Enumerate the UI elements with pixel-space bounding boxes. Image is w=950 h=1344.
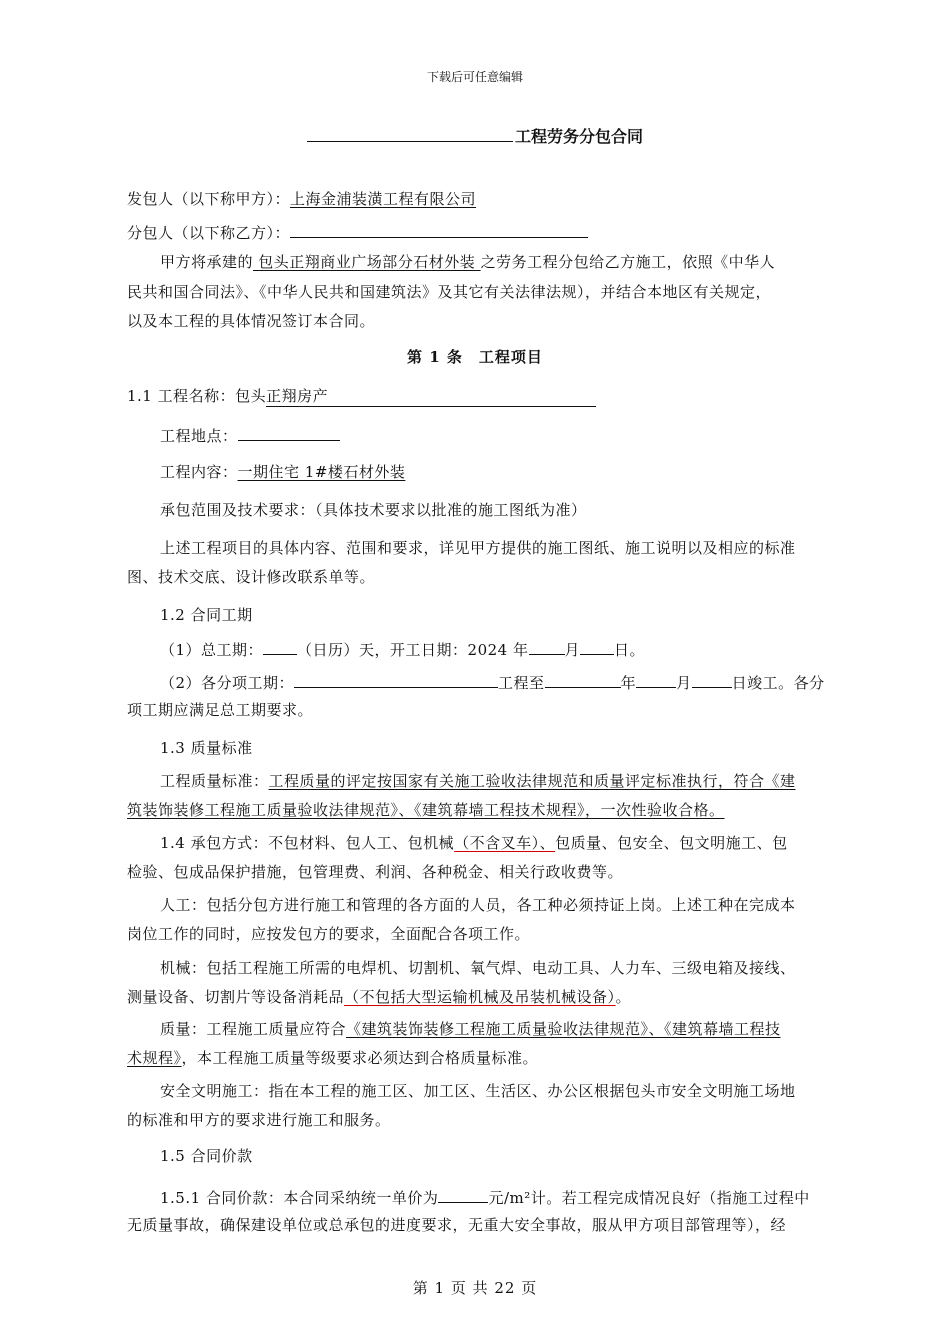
price-line-2: 无质量事故，确保建设单位或总承包的进度要求，无重大安全事故，服从甲方项目部管理等），经 xyxy=(127,1216,787,1234)
subcontractor-line xyxy=(127,221,588,243)
contractor-line xyxy=(127,189,476,209)
quality-standard-text: 工程质量的评定按国家有关施工验收法律规范和质量评定标准执行，符合《建 xyxy=(268,772,796,790)
machinery-exclusion: （不包括大型运输机械及吊装机械设备） xyxy=(344,988,616,1006)
total-period-text: 月 xyxy=(564,641,581,659)
project-content-line xyxy=(160,462,405,482)
sub-period-text: 年 xyxy=(620,674,637,692)
unit-price-blank xyxy=(438,1186,488,1203)
labor-line-1: 人工：包括分包方进行施工和管理的各方面的人员，各工种必须持证上岗。上述工种在完成本 xyxy=(160,896,796,914)
price-text: 1.5.1 合同价款：本合同采纳统一单价为 xyxy=(160,1189,439,1207)
subcontractor-label: 分包人（以下称乙方）： xyxy=(127,224,291,242)
price-text: 元/m²计。若工程完成情况良好（指施工过程中 xyxy=(488,1189,810,1207)
total-period-text: （日历）天，开工日期：2024 年 xyxy=(297,641,529,659)
total-period-text: 日。 xyxy=(614,641,646,659)
day-blank xyxy=(692,671,732,688)
contract-mode-line-1 xyxy=(160,833,788,853)
contract-mode-text: 1.4 承包方式：不包材料、包人工、包机械 xyxy=(160,834,455,852)
forklift-exclusion: （不含叉车）、 xyxy=(454,834,556,852)
detail-line-2: 图、技术交底、设计修改联系单等。 xyxy=(127,568,376,586)
day-blank xyxy=(580,638,614,655)
month-blank xyxy=(636,671,676,688)
labor-line-2: 岗位工作的同时，应按发包方的要求，全面配合各项工作。 xyxy=(127,925,531,943)
price-heading: 1.5 合同价款 xyxy=(160,1147,253,1165)
page-header: 下载后可任意编辑 xyxy=(426,70,523,84)
intro-line-3: 以及本工程的具体情况签订本合同。 xyxy=(127,312,376,330)
project-name-text: 正翔房产 xyxy=(266,387,329,405)
sub-period-text: 月 xyxy=(676,674,692,692)
project-name-line xyxy=(127,386,596,407)
quality-req-line-1 xyxy=(160,1019,781,1039)
year-blank xyxy=(545,671,621,688)
contract-mode-text: 包质量、包安全、包文明施工、包 xyxy=(555,834,788,852)
content-value: 一期住宅 1#楼石材外装 xyxy=(237,463,406,481)
quality-spec-ref-2: 术规程》 xyxy=(127,1049,182,1067)
scope-line: 承包范围及技术要求：（具体技术要求以批准的施工图纸为准） xyxy=(160,501,587,519)
intro-text: 之劳务工程分包给乙方施工，依照《中华人 xyxy=(480,253,776,271)
quality-spec-ref: 《建筑装饰装修工程施工质量验收法律规范》、《建筑幕墙工程技 xyxy=(346,1020,781,1038)
quality-label: 工程质量标准： xyxy=(160,772,269,790)
article-1-heading: 第 1 条 工程项目 xyxy=(407,348,543,366)
total-period-text: （1）总工期： xyxy=(160,641,264,659)
contract-title xyxy=(0,124,950,147)
contractor-name: 上海金浦装潢工程有限公司 xyxy=(290,190,477,208)
month-blank xyxy=(529,638,565,655)
sub-project-blank xyxy=(294,671,498,688)
detail-line-1: 上述工程项目的具体内容、范围和要求，详见甲方提供的施工图纸、施工说明以及相应的标准 xyxy=(160,539,796,557)
quality-req-text: ，本工程施工质量等级要求必须达到合格质量标准。 xyxy=(181,1049,539,1067)
sub-period-text: （2）各分项工期： xyxy=(160,674,295,692)
safety-line-1: 安全文明施工：指在本工程的施工区、加工区、生活区、办公区根据包头市安全文明施工场地 xyxy=(160,1082,796,1100)
sub-period-line-2: 项工期应满足总工期要求。 xyxy=(127,701,314,719)
machinery-text: 测量设备、切割片等设备消耗品 xyxy=(127,988,345,1006)
subcontractor-blank xyxy=(290,221,588,238)
project-name-value xyxy=(266,386,596,407)
quality-standard-text-2: 筑装饰装修工程施工质量验收法律规范》、《建筑幕墙工程技术规程》，一次性验收合格。 xyxy=(127,801,725,819)
quality-heading: 1.3 质量标准 xyxy=(160,739,253,757)
content-label: 工程内容： xyxy=(160,463,238,481)
contractor-label: 发包人（以下称甲方）： xyxy=(127,190,291,208)
safety-line-2: 的标准和甲方的要求进行施工和服务。 xyxy=(127,1111,391,1129)
sub-period-text: 工程至 xyxy=(498,674,545,692)
intro-text: 甲方将承建的 xyxy=(160,253,254,271)
project-name-label: 1.1 工程名称：包头 xyxy=(127,387,267,405)
quality-req-text: 质量：工程施工质量应符合 xyxy=(160,1020,347,1038)
quality-req-line-2 xyxy=(127,1048,538,1068)
quality-line-2 xyxy=(127,800,725,820)
project-location-line xyxy=(160,424,340,446)
title-text: 工程劳务分包合同 xyxy=(514,127,643,146)
quality-line-1 xyxy=(160,771,796,791)
machinery-line-1: 机械：包括工程施工所需的电焊机、切割机、氧气焊、电动工具、人力车、三级电箱及接线、 xyxy=(160,959,796,977)
total-period-line xyxy=(160,638,645,660)
location-blank xyxy=(238,424,340,441)
intro-line-1 xyxy=(160,252,775,272)
intro-line-2: 民共和国合同法》、《中华人民共和国建筑法》及其它有关法律法规），并结合本地区有关规定， xyxy=(127,283,772,301)
sub-period-line xyxy=(160,671,825,693)
sub-period-text: 日竣工。各分 xyxy=(731,674,825,692)
machinery-text: 。 xyxy=(615,988,632,1006)
period-heading: 1.2 合同工期 xyxy=(160,606,253,624)
location-label: 工程地点： xyxy=(160,427,238,445)
machinery-line-2 xyxy=(127,987,631,1007)
price-line-1 xyxy=(160,1186,810,1208)
page-footer: 第 1 页 共 22 页 xyxy=(412,1279,538,1297)
intro-project-name: 包头正翔商业广场部分石材外装 xyxy=(253,253,481,271)
title-blank-line xyxy=(307,127,513,142)
contract-mode-line-2: 检验、包成品保护措施，包管理费、利润、各种税金、相关行政收费等。 xyxy=(127,863,624,881)
days-blank xyxy=(263,638,297,655)
